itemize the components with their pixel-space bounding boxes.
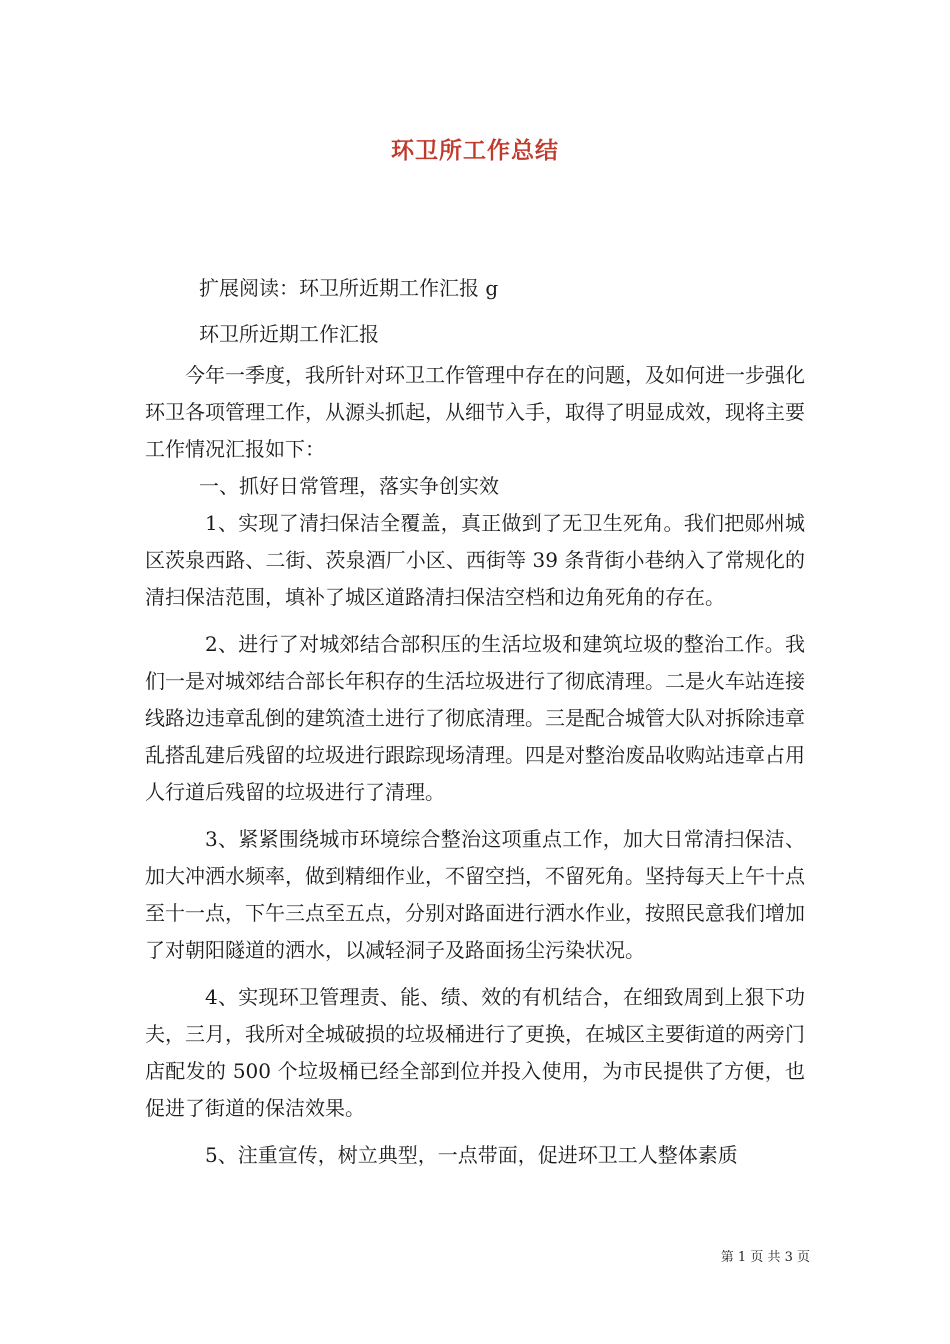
item-paragraph-1: 1、实现了清扫保洁全覆盖，真正做到了无卫生死角。我们把郧州城区茨泉西路、二街、茨泉酒厂小区、西街等 39 条背街小巷纳入了常规化的清扫保洁范围，填补了城区道路清扫保洁空档和边角死角的存在。: [145, 511, 805, 609]
item-paragraph-4: 4、实现环卫管理责、能、绩、效的有机结合，在细致周到上狠下功夫，三月，我所对全城破损的垃圾桶进行了更换，在城区主要街道的两旁门店配发的 500 个垃圾桶已经全部到位并投入使用，为市民提供了方便，也促进了街道的保洁效果。: [145, 985, 805, 1120]
document-body: [145, 270, 805, 1184]
item-paragraph-3: 3、紧紧围绕城市环境综合整治这项重点工作，加大日常清扫保洁、加大冲洒水频率，做到精细作业，不留空挡，不留死角。坚持每天上午十点至十一点，下午三点至五点，分别对路面进行洒水作业，按照民意我们增加了对朝阳隧道的洒水，以减轻洞子及路面扬尘污染状况。: [145, 827, 805, 962]
extended-reading-line: 扩展阅读：环卫所近期工作汇报 g: [199, 276, 499, 300]
report-subtitle: 环卫所近期工作汇报: [199, 322, 379, 346]
item-paragraph-2: 2、进行了对城郊结合部积压的生活垃圾和建筑垃圾的整治工作。我们一是对城郊结合部长年积存的生活垃圾进行了彻底清理。二是火车站连接线路边违章乱倒的建筑渣土进行了彻底清理。三是配合城管大队对拆除违章乱搭乱建后残留的垃圾进行跟踪现场清理。四是对整治废品收购站违章占用人行道后残留的垃圾进行了清理。: [145, 632, 805, 804]
item-paragraph-5: 5、注重宣传，树立典型，一点带面，促进环卫工人整体素质: [205, 1143, 738, 1167]
section-heading: 一、抓好日常管理，落实争创实效: [199, 474, 499, 498]
intro-paragraph: 今年一季度，我所针对环卫工作管理中存在的问题，及如何进一步强化环卫各项管理工作，从源头抓起，从细节入手，取得了明显成效，现将主要工作情况汇报如下：: [145, 363, 805, 461]
document-title: 环卫所工作总结: [391, 137, 559, 164]
page-number: 第 1 页 共 3 页: [720, 1250, 810, 1265]
